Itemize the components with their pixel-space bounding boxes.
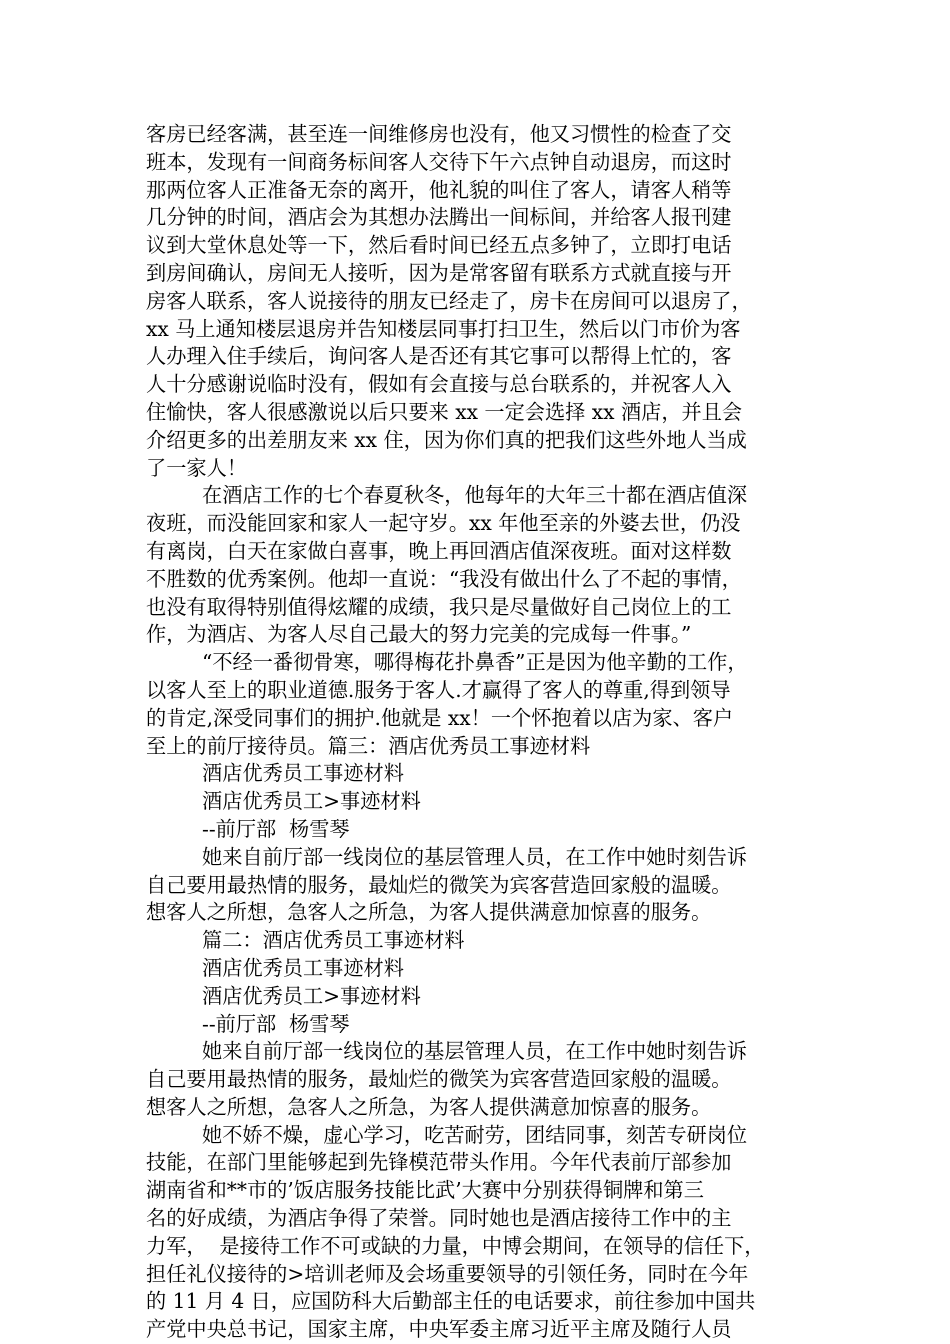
- text-line: 技能，在部门里能够起到先锋模范带头作用。今年代表前厅部参加: [146, 1150, 732, 1175]
- text-line: 酒店优秀员工>事迹材料: [202, 789, 421, 814]
- text-line: 担任礼仪接待的>培训老师及会场重要领导的引领任务，同时在今年: [146, 1261, 749, 1286]
- text-line: 想客人之所想，急客人之所急，为客人提供满意加惊喜的服务。: [146, 1094, 712, 1119]
- text-line: 名的好成绩，为酒店争得了荣誉。同时她也是酒店接待工作中的主: [146, 1206, 732, 1231]
- text-line: 了一家人！: [146, 455, 247, 480]
- text-line: 酒店优秀员工>事迹材料: [202, 983, 421, 1008]
- text-line: 篇二：酒店优秀员工事迹材料: [202, 928, 465, 953]
- text-line: 介绍更多的出差朋友来 xx 住，因为你们真的把我们这些外地人当成: [146, 427, 747, 452]
- text-line: 不胜数的优秀案例。他却一直说：“我没有做出什么了不起的事情，: [146, 566, 742, 591]
- document-body-text: [146, 121, 820, 1344]
- text-line: --前厅部 杨雪琴: [202, 1011, 350, 1036]
- text-line: 酒店优秀员工事迹材料: [202, 955, 404, 980]
- text-line: 至上的前厅接待员。篇三：酒店优秀员工事迹材料: [146, 733, 591, 758]
- text-line: 夜班，而没能回家和家人一起守岁。xx 年他至亲的外婆去世，仍没: [146, 511, 741, 536]
- text-line: 自己要用最热情的服务，最灿烂的微笑为宾客营造回家般的温暖。: [146, 872, 732, 897]
- text-line: 住愉快，客人很感激说以后只要来 xx 一定会选择 xx 酒店，并且会: [146, 399, 743, 424]
- text-line: 人办理入住手续后，询问客人是否还有其它事可以帮得上忙的，客: [146, 344, 732, 369]
- text-line: 作，为酒店、为客人尽自己最大的努力完美的完成每一件事。”: [146, 622, 692, 647]
- text-line: 的肯定,深受同事们的拥护.他就是 xx！一个怀抱着以店为家、客户: [146, 705, 734, 730]
- text-line: “不经一番彻骨寒，哪得梅花扑鼻香”正是因为他辛勤的工作，: [202, 650, 748, 675]
- text-line: 有离岗，白天在家做白喜事，晚上再回酒店值深夜班。面对这样数: [146, 538, 732, 563]
- text-line: 也没有取得特别值得炫耀的成绩，我只是尽量做好自己岗位上的工: [146, 594, 732, 619]
- text-line: 几分钟的时间，酒店会为其想办法腾出一间标间，并给客人报刊建: [146, 205, 732, 230]
- text-line: 湖南省和**市的’饭店服务技能比武’大赛中分别获得铜牌和第三: [146, 1178, 704, 1203]
- text-line: 客房已经客满，甚至连一间维修房也没有，他又习惯性的检查了交: [146, 122, 732, 146]
- text-line: --前厅部 杨雪琴: [202, 816, 350, 841]
- text-line: 产党中央总书记，国家主席，中央军委主席习近平主席及随行人员: [146, 1317, 732, 1342]
- text-line: 人十分感谢说临时没有，假如有会直接与总台联系的，并祝客人入: [146, 372, 732, 397]
- text-line: 以客人至上的职业道德.服务于客人.才赢得了客人的尊重,得到领导: [146, 677, 731, 702]
- text-line: 议到大堂休息处等一下，然后看时间已经五点多钟了，立即打电话: [146, 233, 732, 258]
- text-line: 力军， 是接待工作不可或缺的力量，中博会期间，在领导的信任下，: [146, 1233, 765, 1258]
- text-line: xx 马上通知楼层退房并告知楼层同事打扫卫生，然后以门市价为客: [146, 316, 741, 341]
- text-line: 自己要用最热情的服务，最灿烂的微笑为宾客营造回家般的温暖。: [146, 1067, 732, 1092]
- text-line: 那两位客人正准备无奈的离开，他礼貌的叫住了客人，请客人稍等: [146, 177, 732, 202]
- text-line: 想客人之所想，急客人之所急，为客人提供满意加惊喜的服务。: [146, 900, 712, 925]
- text-line: 她来自前厅部一线岗位的基层管理人员，在工作中她时刻告诉: [202, 1039, 748, 1064]
- text-line: 在酒店工作的七个春夏秋冬，他每年的大年三十都在酒店值深: [202, 483, 748, 508]
- text-line: 酒店优秀员工事迹材料: [202, 761, 404, 786]
- text-line: 房客人联系，客人说接待的朋友已经走了，房卡在房间可以退房了，: [146, 288, 752, 313]
- text-line: 她来自前厅部一线岗位的基层管理人员，在工作中她时刻告诉: [202, 844, 748, 869]
- text-line: 她不娇不燥，虚心学习，吃苦耐劳，团结同事，刻苦专研岗位: [202, 1122, 748, 1147]
- text-line: 的 11 月 4 日，应国防科大后勤部主任的电话要求，前往参加中国共: [146, 1289, 756, 1314]
- text-line: 到房间确认，房间无人接听，因为是常客留有联系方式就直接与开: [146, 260, 732, 285]
- text-line: 班本，发现有一间商务标间客人交待下午六点钟自动退房，而这时: [146, 149, 732, 174]
